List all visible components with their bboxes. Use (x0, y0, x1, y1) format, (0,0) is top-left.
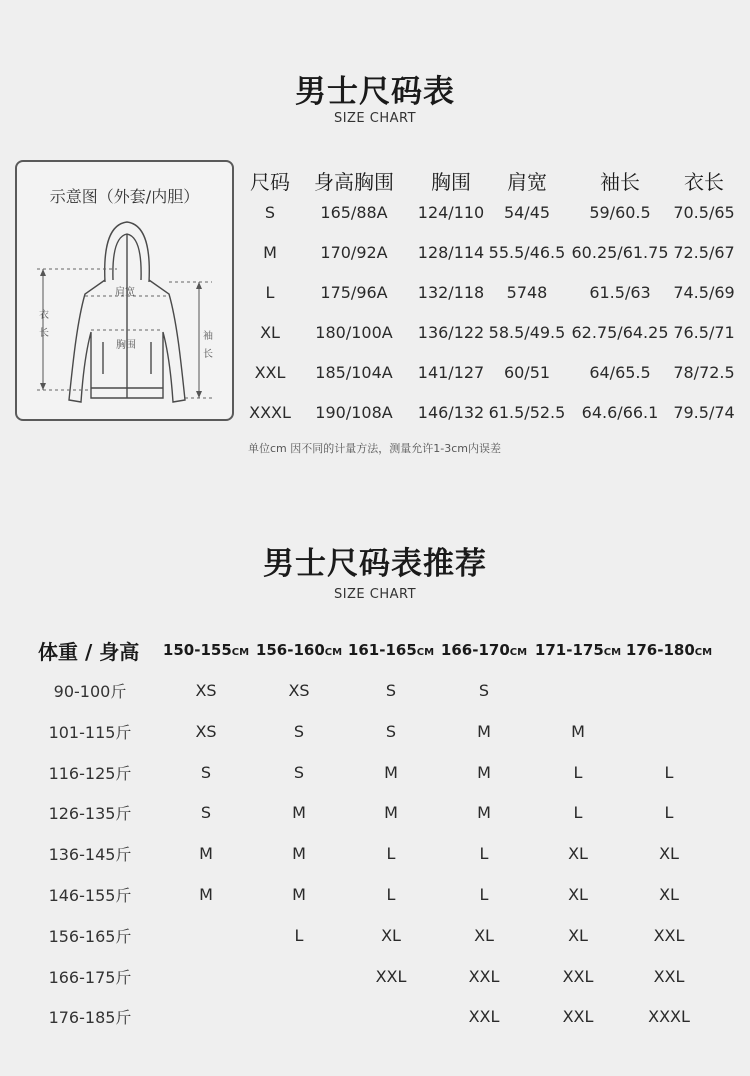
recommend-subtitle: SIZE CHART (333, 587, 417, 602)
size-cell: M (477, 721, 491, 741)
size-cell: S (385, 721, 397, 741)
table-cell: 170/92A (320, 243, 388, 262)
size-cell: S (200, 762, 212, 782)
table-cell: 132/118 (417, 283, 485, 302)
chest-label: 胸围 (116, 340, 136, 351)
table-cell: 128/114 (417, 243, 485, 262)
size-cell: XXL (653, 966, 685, 986)
table-cell: 61.5/52.5 (488, 403, 566, 422)
table-cell: 76.5/71 (673, 323, 735, 342)
height-column-header: 176-180CM (625, 641, 713, 659)
table-cell: XL (260, 323, 280, 342)
table-cell: 54/45 (503, 203, 551, 222)
height-column-header: 156-160CM (255, 641, 343, 659)
table-cell: 64.6/66.1 (581, 403, 659, 422)
size-cell: S (293, 721, 305, 741)
size-cell: XXL (468, 966, 500, 986)
size-cell: XS (195, 681, 217, 700)
table-cell: 74.5/69 (673, 283, 735, 302)
table-cell: XXL (254, 363, 286, 382)
size-cell: M (384, 803, 398, 823)
table-header: 尺码 (250, 170, 290, 194)
table-cell: 62.75/64.25 (571, 323, 669, 342)
table-cell: L (265, 283, 275, 302)
measurement-note: 单位cm 因不同的计量方法，测量允许1-3cm内误差 (248, 442, 501, 455)
size-cell: XXL (468, 1007, 500, 1027)
size-cell: L (573, 762, 583, 782)
table-cell: M (263, 243, 277, 262)
sleeve-length-label-1: 袖 (203, 331, 213, 342)
table-cell: 141/127 (417, 363, 485, 382)
size-cell: M (292, 844, 306, 864)
size-cell: XL (659, 885, 679, 904)
weight-row-label: 176-185斤 (48, 1008, 132, 1028)
table-header: 衣长 (684, 170, 724, 194)
size-cell: XL (381, 925, 401, 945)
size-cell: L (664, 762, 674, 782)
table-cell: 70.5/65 (673, 203, 735, 222)
table-cell: 72.5/67 (673, 243, 735, 262)
weight-row-label: 90-100斤 (53, 682, 127, 701)
table-header: 肩宽 (507, 170, 547, 194)
weight-row-label: 156-165斤 (48, 926, 132, 946)
size-cell: M (199, 885, 213, 904)
size-cell: L (386, 844, 396, 864)
size-cell: XL (568, 844, 588, 864)
size-cell: M (292, 885, 306, 904)
weight-row-label: 116-125斤 (48, 763, 132, 783)
size-cell: M (384, 762, 398, 782)
weight-row-label: 136-145斤 (48, 845, 132, 865)
weight-row-label: 166-175斤 (48, 967, 132, 987)
table-cell: 59/60.5 (589, 203, 651, 222)
size-cell: L (386, 885, 396, 904)
table-cell: 61.5/63 (589, 283, 651, 302)
table-cell: 55.5/46.5 (488, 243, 566, 262)
size-cell: XXL (653, 925, 685, 945)
size-cell: XS (195, 721, 217, 741)
table-cell: 180/100A (315, 323, 393, 342)
table-cell: 185/104A (315, 363, 393, 382)
size-cell: XL (568, 925, 588, 945)
size-cell: M (571, 721, 585, 741)
table-cell: 60.25/61.75 (571, 243, 669, 262)
recommend-title: 男士尺码表推荐 (263, 546, 487, 582)
size-cell: M (477, 803, 491, 823)
size-cell: XXXL (648, 1007, 690, 1027)
height-column-header: 150-155CM (162, 641, 250, 659)
size-cell: XL (568, 885, 588, 904)
size-cell: L (479, 844, 489, 864)
size-cell: XS (288, 681, 310, 700)
size-cell: M (292, 803, 306, 823)
height-column-header: 166-170CM (440, 641, 528, 659)
table-cell: 146/132 (417, 403, 485, 422)
table-cell: XXXL (249, 403, 291, 422)
size-cell: S (200, 803, 212, 823)
size-cell: XL (659, 844, 679, 864)
table-cell: 78/72.5 (673, 363, 735, 382)
table-cell: 60/51 (503, 363, 551, 382)
table-cell: 175/96A (320, 283, 388, 302)
size-cell: XL (474, 925, 494, 945)
jacket-diagram (15, 160, 234, 421)
height-column-header: 161-165CM (347, 641, 435, 659)
size-cell: L (294, 925, 304, 945)
table-header: 胸围 (431, 170, 471, 194)
page-subtitle: SIZE CHART (333, 111, 417, 126)
table-header: 袖长 (600, 170, 640, 194)
table-cell: 165/88A (320, 203, 388, 222)
size-cell: XXL (375, 966, 407, 986)
weight-row-label: 101-115斤 (48, 722, 132, 742)
body-length-label-2: 长 (39, 328, 49, 339)
size-cell: S (293, 762, 305, 782)
size-cell: S (478, 681, 490, 700)
size-cell: M (199, 844, 213, 864)
table-header: 身高胸围 (314, 170, 394, 194)
table-cell: 5748 (506, 283, 548, 302)
size-cell: XXL (562, 1007, 594, 1027)
size-cell: L (664, 803, 674, 823)
sleeve-length-label-2: 长 (203, 349, 213, 360)
size-cell: S (385, 681, 397, 700)
size-cell: XXL (562, 966, 594, 986)
weight-row-label: 126-135斤 (48, 804, 132, 824)
table-cell: 58.5/49.5 (488, 323, 566, 342)
size-cell: L (479, 885, 489, 904)
weight-row-label: 146-155斤 (48, 886, 132, 905)
table-cell: 136/122 (417, 323, 485, 342)
table-cell: 64/65.5 (589, 363, 651, 382)
body-length-label-1: 衣 (39, 310, 49, 321)
table-cell: 79.5/74 (673, 403, 735, 422)
size-cell: M (477, 762, 491, 782)
weight-height-corner-label: 体重 / 身高 (38, 640, 140, 664)
page-title: 男士尺码表 (295, 74, 455, 110)
table-cell: 190/108A (315, 403, 393, 422)
diagram-label: 示意图（外套/内胆） (49, 187, 200, 206)
height-column-header: 171-175CM (534, 641, 622, 659)
table-cell: 124/110 (417, 203, 485, 222)
table-cell: S (264, 203, 276, 222)
shoulder-label: 肩宽 (115, 287, 135, 298)
size-cell: L (573, 803, 583, 823)
